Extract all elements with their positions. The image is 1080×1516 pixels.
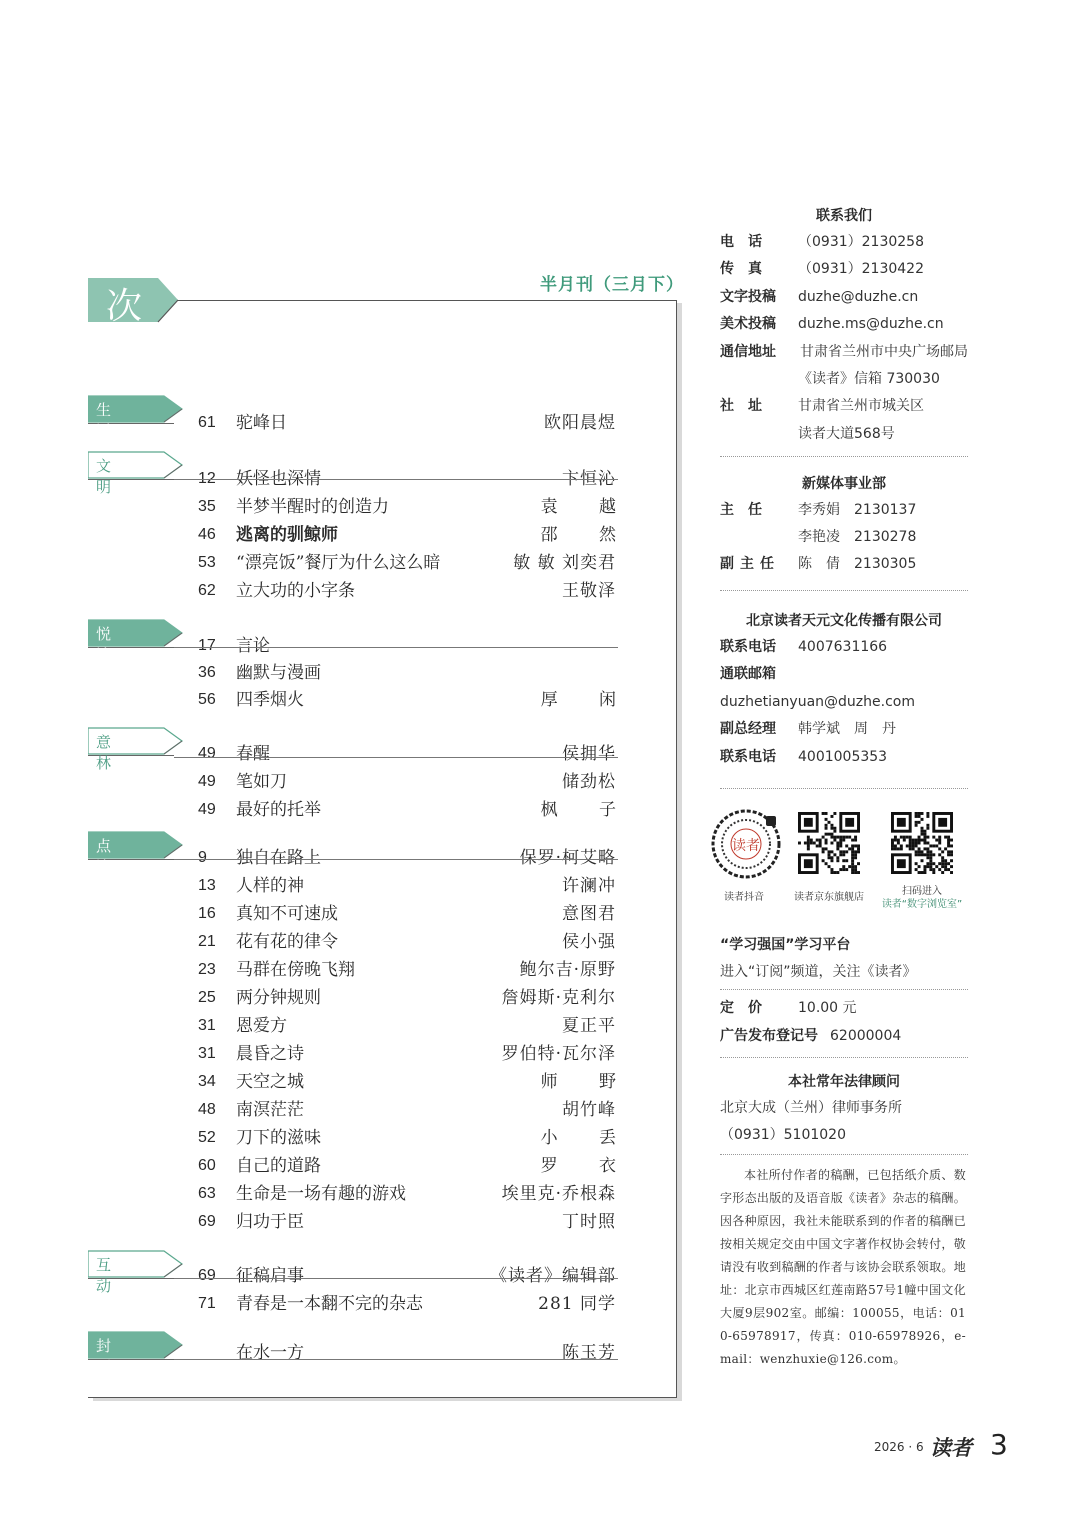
toc-page-number: 17	[198, 637, 216, 654]
toc-title: 花有花的律令	[236, 932, 338, 952]
deputy-value: 陈 倩 2130305	[798, 556, 917, 572]
vp-value: 韩学斌 周 丹	[798, 721, 896, 737]
toc-page-number: 12	[198, 470, 216, 487]
jd-caption: 读者京东旗舰店	[794, 892, 864, 903]
section-label: 点 滴	[96, 837, 126, 876]
toc-entry[interactable]	[198, 1097, 618, 1123]
toc-author: 小 丢	[540, 1128, 634, 1148]
toc-entry[interactable]	[198, 1125, 634, 1151]
toc-entry[interactable]	[198, 1041, 618, 1067]
royalty-notice: 本社所付作者的稿酬，已包括纸介质、数字形态出版的及语音版《读者》杂志的稿酬。因各种原因，我社未能联系到的作者的稿酬已按相关规定交由中国文字著作权协会转付，敬请没有收到稿酬的作者与该协会联系领取。地址：北京市西城区红莲南路57号1幢中国文化大厦9层902室。邮编：100055，电话：010-65978917，传真：010-65978926，e-mail：wenzhuxie@126.com。	[720, 1168, 967, 1366]
magazine-logo: 读者	[930, 1435, 972, 1460]
divider	[720, 788, 968, 789]
toc-page-number: 16	[198, 905, 216, 922]
toc-page-number: 49	[198, 801, 216, 818]
toc-author: 意图君	[562, 904, 616, 924]
toc-page-number: 69	[198, 1213, 216, 1230]
toc-title: 逃离的驯鲸师	[236, 525, 338, 545]
toc-author: 储劲松	[562, 772, 616, 792]
platform-text: 进入“订阅”频道，关注《读者》	[720, 964, 917, 980]
toc-page-number: 69	[198, 1267, 216, 1284]
toc-title: 天空之城	[236, 1072, 304, 1092]
toc-page-number: 21	[198, 933, 216, 950]
toc-author: 鲍尔吉·原野	[519, 960, 616, 980]
divider	[720, 456, 968, 457]
mail-label: 通信地址	[720, 344, 776, 360]
toc-entry[interactable]	[198, 985, 618, 1011]
company-email-label: 通联邮箱	[720, 666, 776, 682]
digital-caption-2: 读者“数字浏览室”	[881, 899, 963, 910]
section-divider	[174, 859, 618, 860]
toc-author: 许澜冲	[562, 876, 616, 896]
company-heading: 北京读者天元文化传播有限公司	[746, 613, 942, 629]
toc-page-number: 13	[198, 877, 216, 894]
toc-author: 敏 敏 刘奕君	[513, 553, 616, 573]
mail-address-1: 甘肃省兰州市中央广场邮局	[800, 344, 968, 360]
toc-title: 笔如刀	[236, 772, 287, 792]
toc-title: 次	[106, 286, 143, 327]
address-1: 甘肃省兰州市城关区	[798, 398, 924, 414]
divider	[720, 1154, 968, 1155]
toc-title: 妖怪也深情	[236, 469, 321, 489]
toc-entry[interactable]	[198, 1263, 618, 1289]
toc-entry[interactable]	[198, 901, 618, 927]
section-divider	[174, 1278, 618, 1279]
douyin-qr-icon[interactable]	[710, 808, 782, 880]
toc-entry[interactable]	[198, 687, 634, 713]
toc-title: 归功于臣	[236, 1212, 304, 1232]
toc-author: 王敬泽	[562, 581, 616, 601]
toc-page-number: 53	[198, 554, 216, 571]
toc-author: 胡竹峰	[562, 1100, 616, 1120]
toc-entry[interactable]	[198, 1181, 618, 1207]
toc-author: 侯拥华	[562, 744, 616, 764]
address-2: 读者大道568号	[798, 426, 895, 442]
price-value: 10.00 元	[798, 1000, 857, 1016]
toc-page-number: 46	[198, 526, 216, 543]
section-label: 文 明	[96, 457, 126, 496]
logo-text: 读者	[732, 838, 760, 854]
company-phone: 4007631166	[798, 639, 888, 655]
toc-entry[interactable]	[198, 522, 634, 548]
fax-label: 传 真	[720, 261, 762, 277]
toc-entry[interactable]	[198, 741, 618, 767]
toc-page-number: 52	[198, 1129, 216, 1146]
company-phone2-label: 联系电话	[720, 749, 776, 765]
toc-title: 驼峰日	[236, 413, 287, 433]
company-phone-label: 联系电话	[720, 639, 776, 655]
toc-author: 侯小强	[562, 932, 616, 952]
phone-value: （0931）2130258	[798, 234, 924, 250]
toc-author: 邵 然	[540, 525, 634, 545]
toc-title: “漂亮饭”餐厅为什么这么暗	[236, 553, 441, 573]
toc-title: 四季烟火	[236, 690, 304, 710]
section-divider	[174, 479, 618, 480]
toc-entry[interactable]	[198, 957, 618, 983]
toc-entry[interactable]	[198, 797, 634, 823]
toc-page-number: 62	[198, 582, 216, 599]
digital-caption-1: 扫码进入	[902, 886, 942, 897]
legal-heading: 本社常年法律顾问	[788, 1074, 900, 1090]
toc-title: 幽默与漫画	[236, 663, 321, 683]
section-label: 生 活	[96, 401, 126, 440]
art-submit-label: 美术投稿	[720, 316, 776, 332]
toc-title: 南溟茫茫	[236, 1100, 304, 1120]
toc-title: 晨昏之诗	[236, 1044, 304, 1064]
toc-title: 半梦半醒时的创造力	[236, 497, 389, 517]
section-label: 意 林	[96, 733, 126, 772]
toc-entry[interactable]	[198, 1153, 634, 1179]
toc-entry[interactable]	[198, 660, 618, 686]
toc-page-number: 25	[198, 989, 216, 1006]
platform-title: “学习强国”学习平台	[720, 937, 851, 953]
toc-author: 埃里克·乔根森	[501, 1184, 616, 1204]
toc-entry[interactable]	[198, 1069, 634, 1095]
toc-author: 罗 衣	[540, 1156, 634, 1176]
toc-page-number: 61	[198, 414, 216, 431]
toc-title: 自己的道路	[236, 1156, 321, 1176]
address-label: 社 址	[720, 398, 762, 414]
toc-entry[interactable]	[198, 410, 618, 436]
toc-author: 丁时照	[562, 1212, 616, 1232]
toc-page-number: 36	[198, 664, 216, 681]
toc-author: 《读者》编辑部	[490, 1266, 616, 1286]
toc-page-number: 48	[198, 1101, 216, 1118]
toc-author: 281 同学	[538, 1294, 616, 1314]
toc-page-number: 63	[198, 1185, 216, 1202]
toc-author: 厚 闲	[540, 690, 634, 710]
text-submit-label: 文字投稿	[720, 289, 776, 305]
toc-page-number: 35	[198, 498, 216, 515]
toc-page-number: 31	[198, 1045, 216, 1062]
toc-page-number: 56	[198, 691, 216, 708]
toc-title: 春醒	[236, 744, 270, 764]
toc-title: 刀下的滋味	[236, 1128, 321, 1148]
legal-firm: 北京大成（兰州）律师事务所	[720, 1100, 902, 1116]
jd-qr-icon[interactable]	[798, 812, 860, 874]
section-label: 悦 读	[96, 625, 126, 664]
toc-entry[interactable]	[198, 845, 618, 871]
section-divider	[174, 757, 618, 758]
toc-title: 青春是一本翻不完的杂志	[236, 1294, 423, 1314]
issue-label: 半月刊（三月下）	[540, 275, 684, 295]
toc-entry[interactable]	[198, 1340, 618, 1366]
section-label: 封 面	[96, 1337, 126, 1376]
toc-page-number: 71	[198, 1295, 216, 1312]
director-2: 李艳凌 2130278	[798, 529, 917, 545]
toc-title: 真知不可速成	[236, 904, 338, 924]
ad-number: 62000004	[830, 1028, 902, 1044]
legal-phone: （0931）5101020	[720, 1127, 846, 1143]
toc-entry[interactable]	[198, 929, 618, 955]
price-label: 定 价	[720, 1000, 762, 1016]
toc-entry[interactable]	[198, 1291, 618, 1317]
deputy-label: 副主任	[720, 556, 780, 572]
toc-title: 生命是一场有趣的游戏	[236, 1184, 406, 1204]
toc-title: 人样的神	[236, 876, 304, 896]
toc-entry[interactable]	[198, 633, 618, 659]
toc-title: 独自在路上	[236, 848, 321, 868]
vp-label: 副总经理	[720, 721, 776, 737]
toc-title: 在水一方	[236, 1343, 304, 1363]
company-email[interactable]: duzhetianyuan@duzhe.com	[720, 694, 915, 710]
toc-entry[interactable]	[198, 1209, 618, 1235]
toc-author: 罗伯特·瓦尔泽	[501, 1044, 616, 1064]
toc-author: 夏正平	[562, 1016, 616, 1036]
toc-author: 陈玉芳	[562, 1343, 616, 1363]
toc-title: 言论	[236, 636, 270, 656]
phone-label: 电 话	[720, 234, 762, 250]
toc-entry[interactable]	[198, 1013, 618, 1039]
section-label: 互 动	[96, 1256, 126, 1295]
fax-value: （0931）2130422	[798, 261, 924, 277]
toc-title: 征稿启事	[236, 1266, 304, 1286]
toc-page-number: 31	[198, 1017, 216, 1034]
digital-room-qr-icon[interactable]	[891, 812, 953, 874]
toc-title: 最好的托举	[236, 800, 321, 820]
toc-author: 欧阳晨煜	[544, 413, 616, 433]
toc-page-number: 49	[198, 773, 216, 790]
toc-author: 袁 越	[540, 497, 634, 517]
toc-entry[interactable]	[198, 578, 618, 604]
douyin-caption: 读者抖音	[724, 892, 764, 903]
contact-heading: 联系我们	[816, 208, 872, 224]
issue-date: 2026 · 6	[874, 1440, 924, 1454]
divider	[720, 590, 968, 591]
toc-page-number: 34	[198, 1073, 216, 1090]
director-1: 李秀娟 2130137	[798, 502, 917, 518]
toc-entry[interactable]	[198, 550, 618, 576]
toc-page-number: 9	[198, 849, 207, 866]
section-divider	[174, 647, 618, 648]
toc-title: 恩爱方	[236, 1016, 287, 1036]
company-phone2: 4001005353	[798, 749, 888, 765]
toc-title-tab	[88, 276, 178, 327]
toc-author: 枫 子	[540, 800, 634, 820]
text-submit-email[interactable]: duzhe@duzhe.cn	[798, 289, 919, 305]
toc-page-number: 49	[198, 745, 216, 762]
toc-author: 师 野	[540, 1072, 634, 1092]
divider	[720, 989, 968, 990]
toc-title: 马群在傍晚飞翔	[236, 960, 355, 980]
newmedia-heading: 新媒体事业部	[802, 476, 886, 492]
toc-entry[interactable]	[198, 494, 634, 520]
toc-author: 卞恒沁	[562, 469, 616, 489]
toc-author: 保罗·柯艾略	[519, 848, 616, 868]
toc-page-number: 60	[198, 1157, 216, 1174]
ad-label: 广告发布登记号	[720, 1028, 818, 1044]
director-label: 主 任	[720, 502, 762, 518]
toc-entry[interactable]	[198, 769, 618, 795]
section-divider	[174, 1359, 618, 1360]
toc-page-number: 23	[198, 961, 216, 978]
toc-author: 詹姆斯·克利尔	[501, 988, 616, 1008]
toc-entry[interactable]	[198, 873, 618, 899]
page-number: 3	[990, 1428, 1008, 1461]
toc-title: 立大功的小字条	[236, 581, 355, 601]
divider	[720, 1057, 968, 1058]
mail-address-2: 《读者》信箱 730030	[798, 371, 940, 387]
art-submit-email[interactable]: duzhe.ms@duzhe.cn	[798, 316, 944, 332]
toc-title: 两分钟规则	[236, 988, 321, 1008]
